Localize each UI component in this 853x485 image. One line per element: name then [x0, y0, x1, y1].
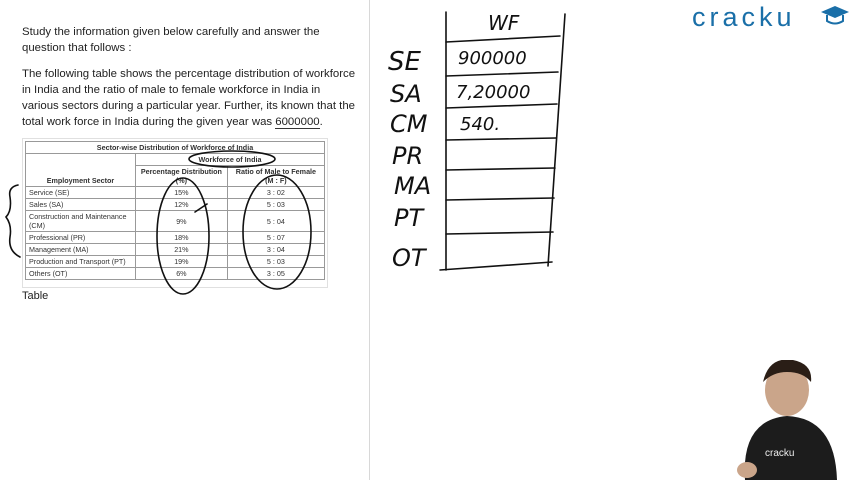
- label-se: SE: [388, 47, 421, 77]
- pct-cell: 9%: [135, 211, 227, 232]
- ratio-cell: 3 : 04: [227, 244, 324, 256]
- pct-cell: 12%: [135, 199, 227, 211]
- label-ma: MA: [394, 172, 432, 200]
- label-pt: PT: [394, 204, 424, 232]
- col-pct: Percentage Distribution (%): [135, 166, 227, 187]
- question-body: The following table shows the percentage distribution of workforce in India and the ratio of male to female workforce in India in various sectors during a particular year. Further, its known that the total work force in India during the given year was 6000000.: [22, 68, 356, 128]
- ratio-cell: 5 : 03: [227, 256, 324, 268]
- sector-cell: Management (MA): [26, 244, 136, 256]
- ratio-cell: 5 : 04: [227, 211, 324, 232]
- ratio-cell: 5 : 03: [227, 199, 324, 211]
- pct-cell: 18%: [135, 232, 227, 244]
- pct-cell: 6%: [135, 268, 227, 280]
- col-sector: Employment Sector: [26, 154, 136, 187]
- question-intro: Study the information given below carefully and answer the question that follows :: [22, 26, 320, 54]
- group-header: Workforce of India: [135, 154, 324, 166]
- cracku-logo: cracku: [692, 2, 796, 32]
- sector-cell: Production and Transport (PT): [26, 256, 136, 268]
- value-cm: 540.: [460, 114, 501, 135]
- sector-cell: Professional (PR): [26, 232, 136, 244]
- label-ot: OT: [392, 244, 426, 272]
- label-sa: SA: [390, 80, 422, 108]
- total-workforce: 6000000: [275, 116, 320, 128]
- sector-cell: Construction and Maintenance (CM): [26, 211, 136, 232]
- wf-header: WF: [488, 11, 520, 35]
- ratio-cell: 5 : 07: [227, 232, 324, 244]
- label-cm: CM: [390, 110, 428, 138]
- pct-cell: 19%: [135, 256, 227, 268]
- pct-cell: 21%: [135, 244, 227, 256]
- shirt-logo: cracku: [765, 448, 795, 459]
- pct-cell: 15%: [135, 187, 227, 199]
- table-caption: Table: [22, 290, 49, 302]
- value-se: 900000: [458, 48, 527, 69]
- table-title: Sector-wise Distribution of Workforce of India: [26, 142, 325, 154]
- sector-cell: Service (SE): [26, 187, 136, 199]
- ratio-cell: 3 : 02: [227, 187, 324, 199]
- sector-cell: Others (OT): [26, 268, 136, 280]
- label-pr: PR: [392, 142, 424, 170]
- presenter-hand: [737, 462, 757, 478]
- presenter-video: [725, 360, 853, 480]
- value-sa: 7,20000: [456, 82, 531, 103]
- col-ratio: Ratio of Male to Female (M : F): [227, 166, 324, 187]
- ratio-cell: 3 : 05: [227, 268, 324, 280]
- sector-cell: Sales (SA): [26, 199, 136, 211]
